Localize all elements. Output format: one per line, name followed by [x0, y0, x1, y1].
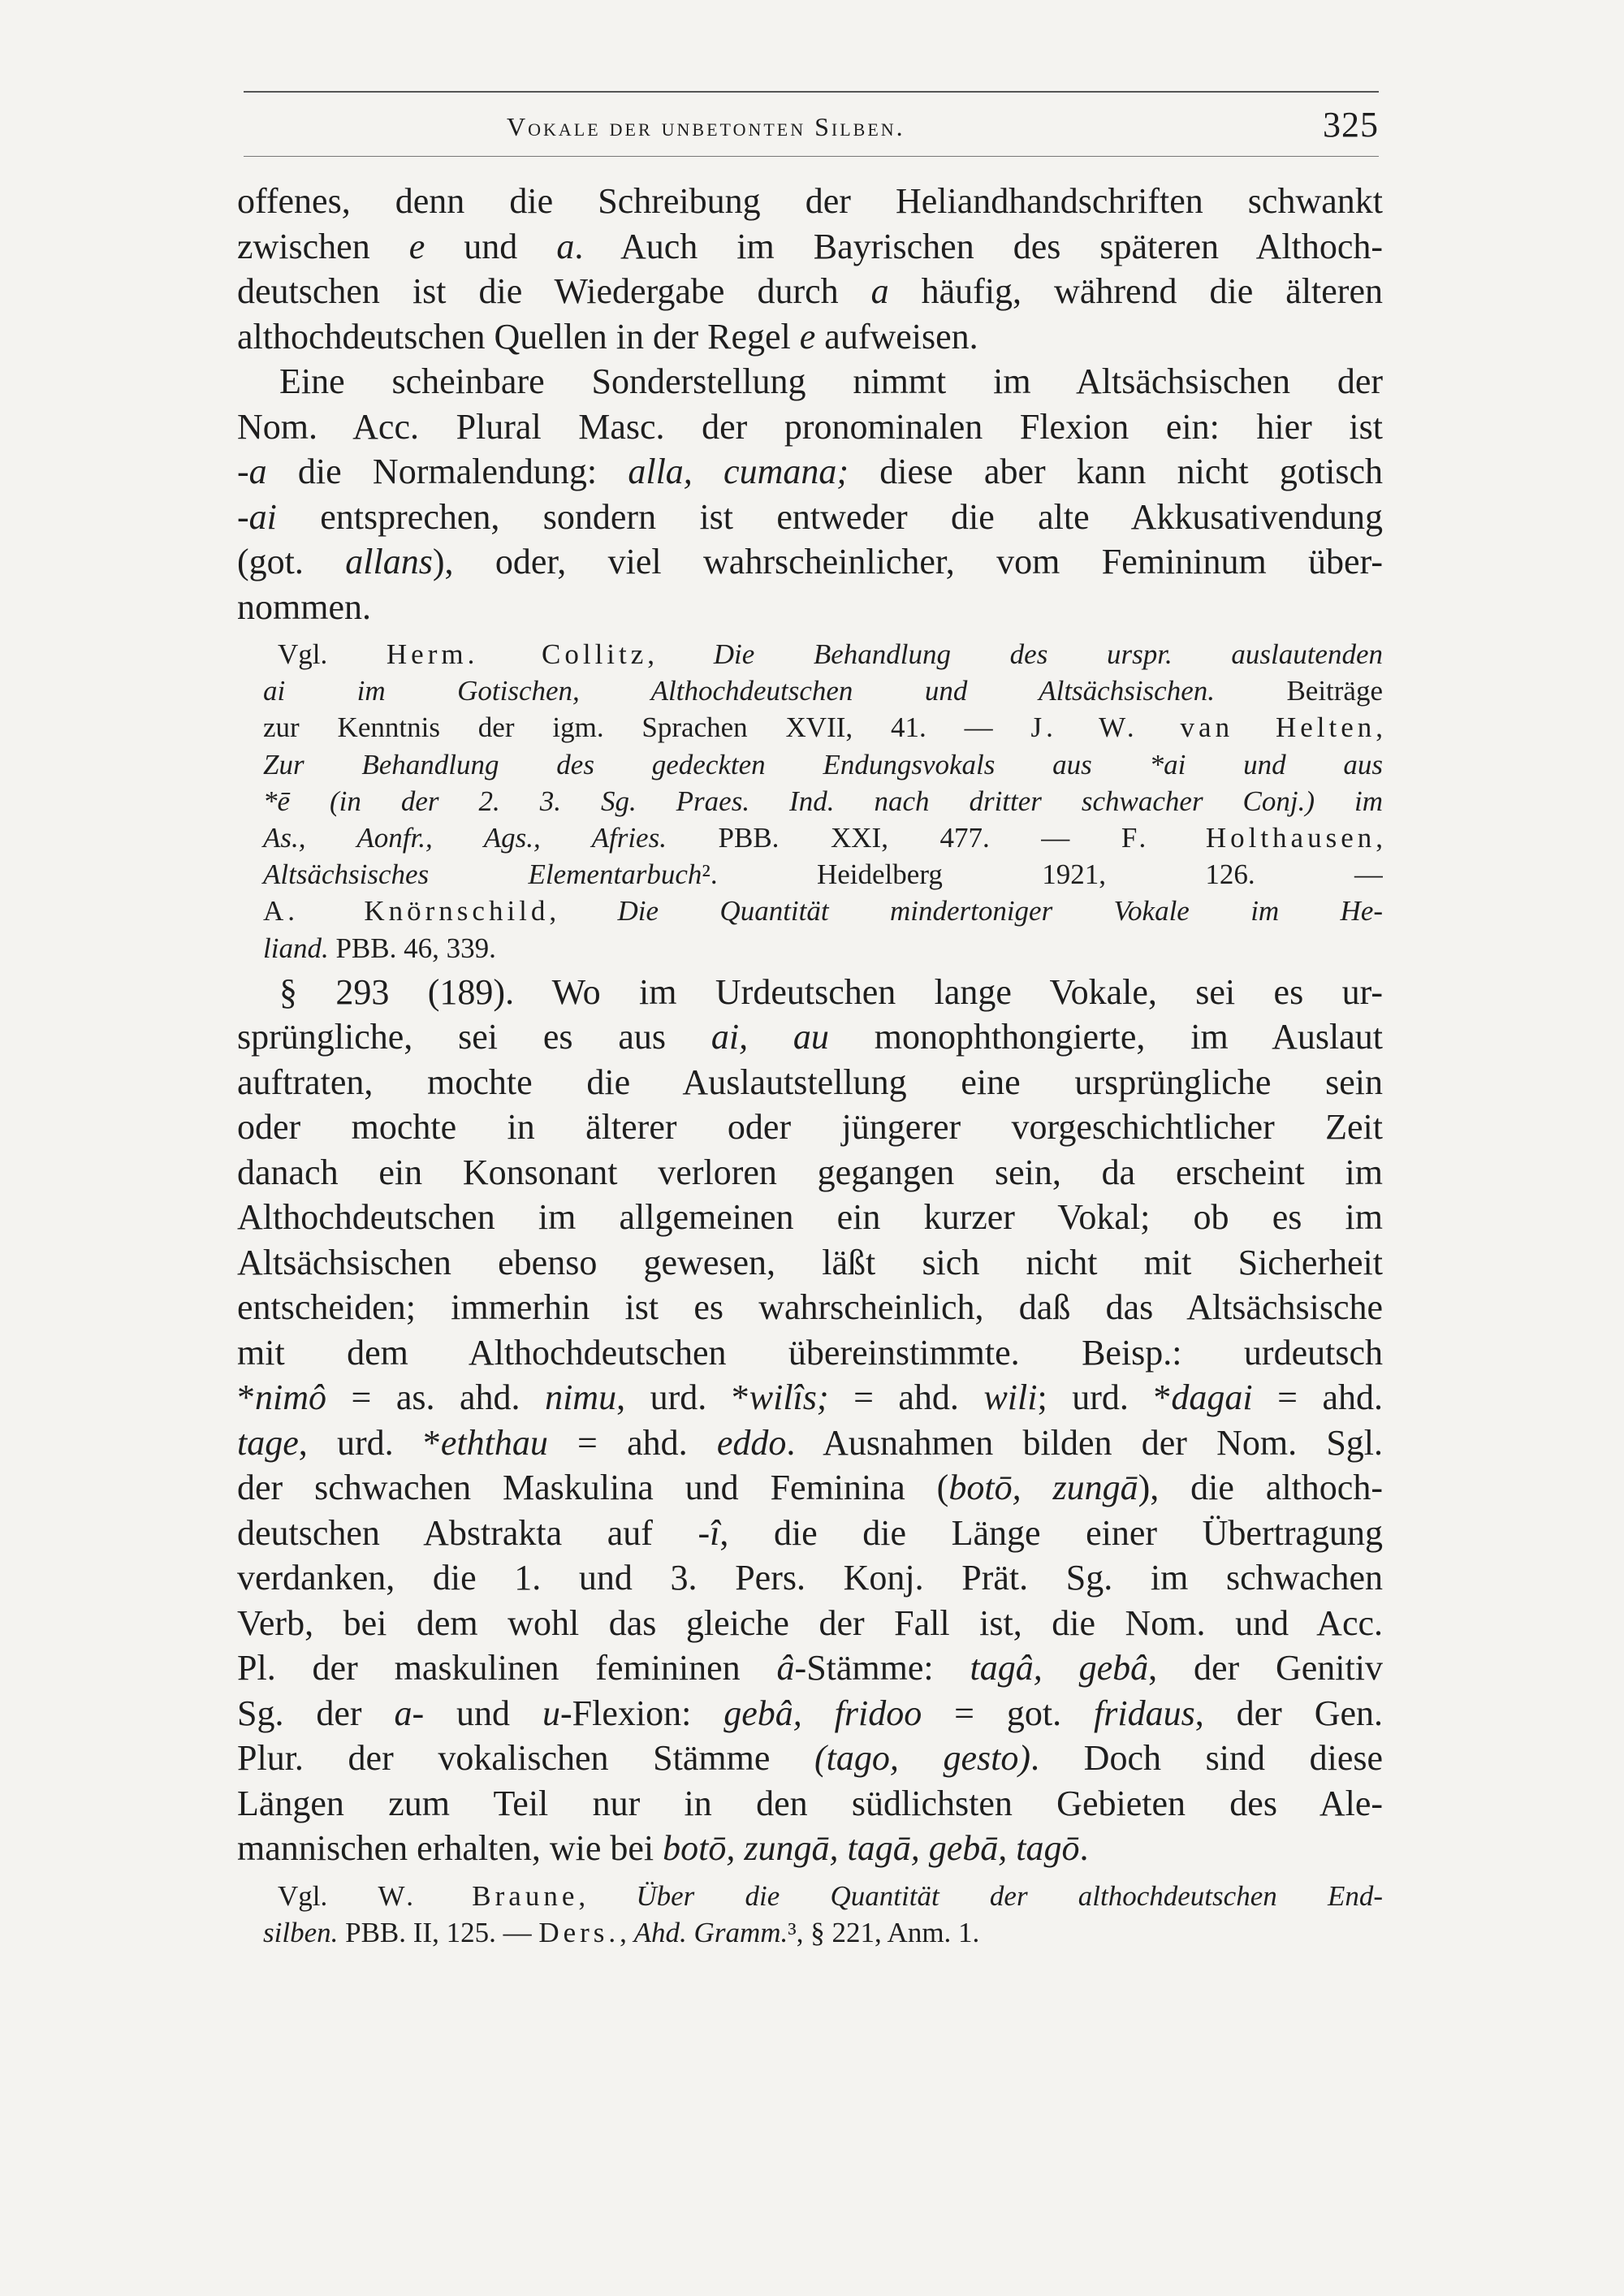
note-line: Zur Behandlung des gedeckten Endungsvokals aus *ai und aus: [263, 748, 1383, 780]
note-line: liand. PBB. 46, 339.: [263, 932, 496, 964]
text-line: Nom. Acc. Plural Masc. der pronominalen Flexion ein: hier ist: [237, 406, 1383, 447]
text-line: danach ein Konsonant verloren gegangen sein, da erscheint im: [237, 1152, 1383, 1192]
text-line: Verb, bei dem wohl das gleiche der Fall ist, die Nom. und Acc.: [237, 1602, 1383, 1643]
note-line: *ē (in der 2. 3. Sg. Praes. Ind. nach dritter schwacher Conj.) im: [263, 785, 1383, 817]
text-line: -a die Normalendung: alla, cumana; diese aber kann nicht gotisch: [237, 452, 1383, 491]
text-line: oder mochte in älterer oder jüngerer vorgeschichtlicher Zeit: [237, 1107, 1383, 1148]
text-line: auftraten, mochte die Auslautstellung eine ursprüngliche sein: [237, 1062, 1383, 1102]
text-line: sprüngliche, sei es aus ai, au monophthongierte, im Auslaut: [237, 1017, 1383, 1057]
text-line: Altsächsischen ebenso gewesen, läßt sich nicht mit Sicherheit: [237, 1242, 1383, 1282]
text-line: Plur. der vokalischen Stämme (tago, gesto). Doch sind diese: [237, 1738, 1383, 1779]
running-head: [244, 105, 1379, 149]
text-line: zwischen e und a. Auch im Bayrischen des späteren Althoch-: [237, 226, 1383, 266]
note-line: A. Knörnschild, Die Quantität mindertoniger Vokale im He-: [263, 895, 1383, 927]
text-line: tage, urd. *eththau = ahd. eddo. Ausnahmen bilden der Nom. Sgl.: [237, 1422, 1383, 1463]
text-line: nommen.: [237, 586, 371, 627]
text-line: offenes, denn die Schreibung der Heliandhandschriften schwankt: [237, 181, 1383, 221]
text-line: *nimô = as. ahd. nimu, urd. *wilîs; = ahd. wili; urd. *dagai = ahd.: [237, 1377, 1383, 1418]
note-line: silben. PBB. II, 125. — Ders., Ahd. Gramm.³, § 221, Anm. 1.: [263, 1916, 980, 1948]
text-line: (got. allans), oder, viel wahrscheinlicher, vom Femininum über-: [237, 542, 1383, 582]
text-line: entscheiden; immerhin ist es wahrscheinlich, daß das Altsächsische: [237, 1287, 1383, 1328]
text-line: Althochdeutschen im allgemeinen ein kurzer Vokal; ob es im: [237, 1197, 1383, 1238]
text-line: Pl. der maskulinen femininen â-Stämme: tagâ, gebâ, der Genitiv: [237, 1648, 1383, 1688]
text-line: deutschen ist die Wiedergabe durch a häufig, während die älteren: [237, 271, 1383, 311]
text-line: Eine scheinbare Sonderstellung nimmt im Altsächsischen der: [279, 361, 1383, 401]
header-underline: [244, 156, 1379, 157]
text-line: deutschen Abstrakta auf -î, die die Länge einer Übertragung: [237, 1512, 1383, 1553]
text-line: -ai entsprechen, sondern ist entweder die alte Akkusativendung: [237, 496, 1383, 537]
text-line: althochdeutschen Quellen in der Regel e aufweisen.: [237, 316, 978, 357]
note-line: ai im Gotischen, Althochdeutschen und Altsächsischen. Beiträge: [263, 675, 1383, 707]
note-line: zur Kenntnis der igm. Sprachen XVII, 41. — J. W. van Helten,: [263, 711, 1383, 744]
note-line: Vgl. W. Braune, Über die Quantität der althochdeutschen End-: [278, 1879, 1383, 1912]
page-body: [237, 179, 1383, 1951]
note-line: Vgl. Herm. Collitz, Die Behandlung des urspr. auslautenden: [278, 638, 1383, 670]
note-line: Altsächsisches Elementarbuch². Heidelberg 1921, 126. —: [263, 858, 1383, 891]
page-number: 325: [1323, 105, 1379, 145]
section-line: § 293 (189). Wo im Urdeutschen lange Vokale, sei es ur-: [279, 971, 1383, 1012]
running-title: Vokale der unbetonten Silben.: [507, 112, 905, 141]
text-line: Sg. der a- und u-Flexion: gebâ, fridoo = got. fridaus, der Gen.: [237, 1693, 1383, 1733]
text-line: mit dem Althochdeutschen übereinstimmte. Beisp.: urdeutsch: [237, 1332, 1383, 1373]
text-line: der schwachen Maskulina und Feminina (botō, zungā), die althoch-: [237, 1468, 1383, 1508]
text-line: mannischen erhalten, wie bei botō, zungā, tagā, gebā, tagō.: [237, 1828, 1089, 1869]
note-line: As., Aonfr., Ags., Afries. PBB. XXI, 477. — F. Holthausen,: [263, 821, 1383, 854]
text-line: Längen zum Teil nur in den südlichsten Gebieten des Ale-: [237, 1783, 1383, 1823]
header-rule: [244, 91, 1379, 93]
text-line: verdanken, die 1. und 3. Pers. Konj. Prät. Sg. im schwachen: [237, 1558, 1383, 1598]
